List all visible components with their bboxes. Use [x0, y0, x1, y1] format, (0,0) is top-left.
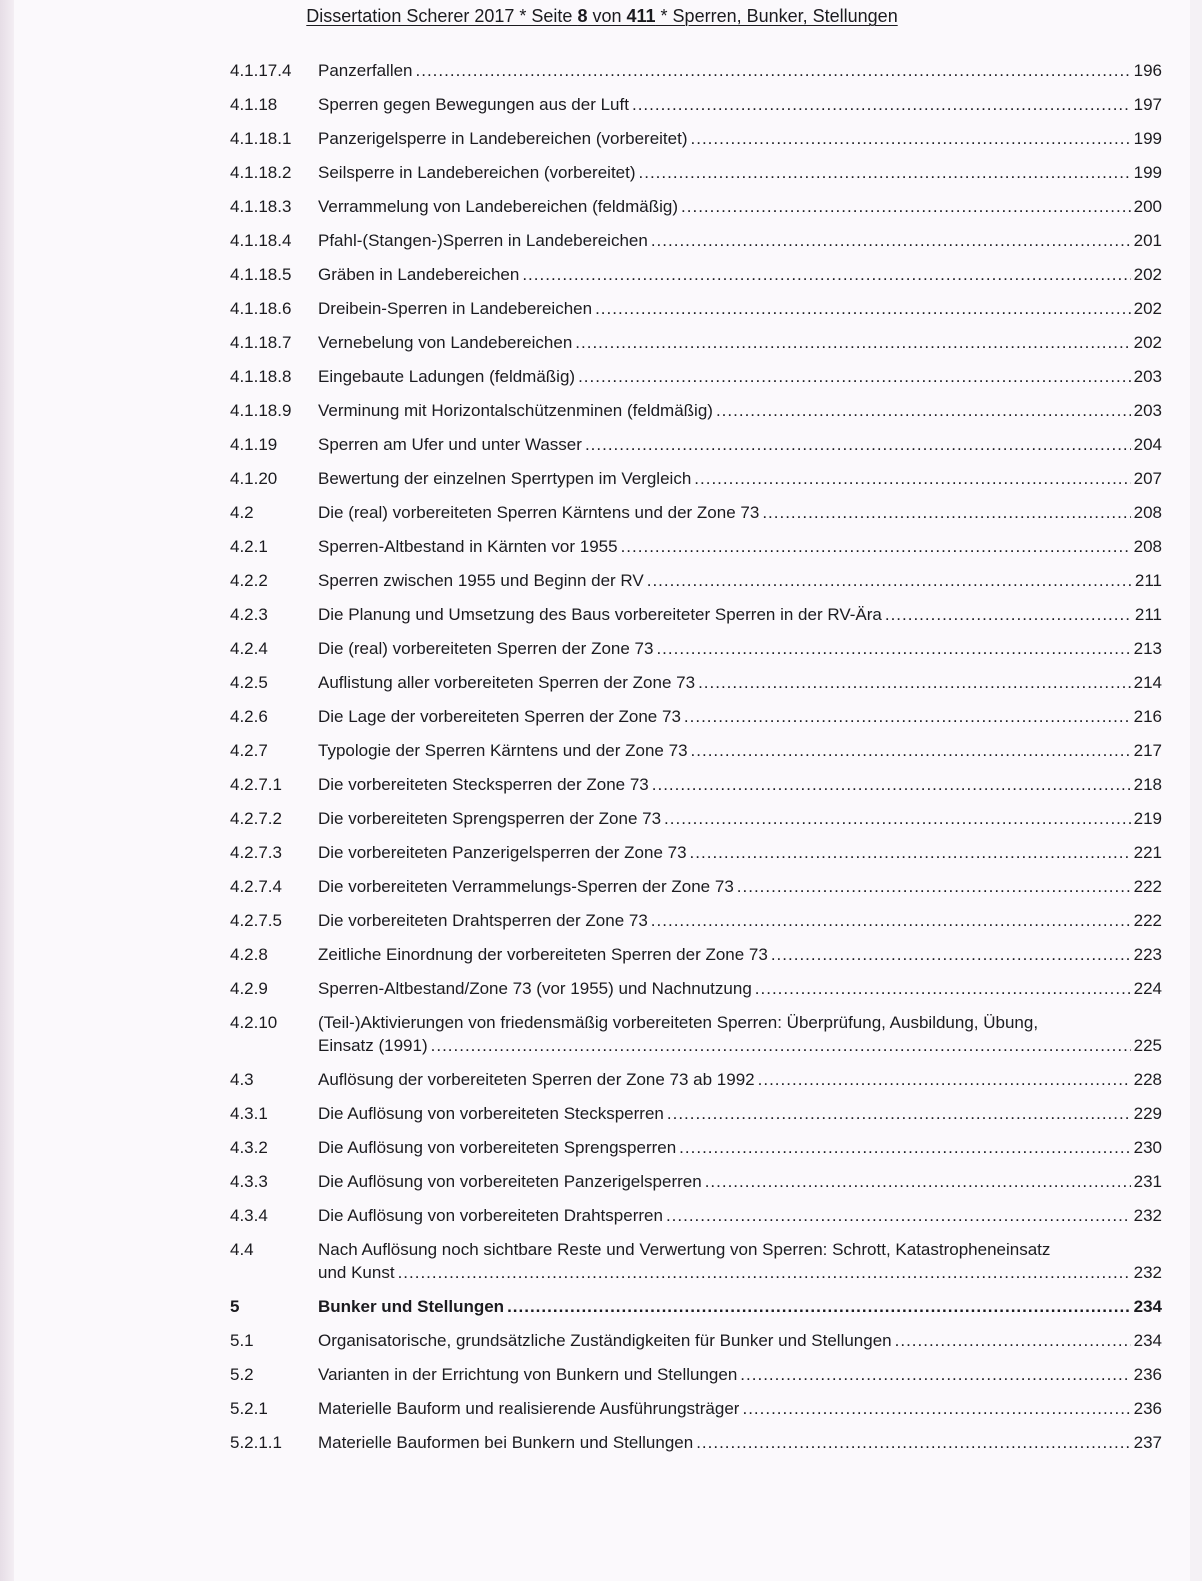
toc-entry-title-continued: Einsatz (1991)	[318, 1036, 428, 1055]
toc-dot-leader	[647, 569, 1132, 592]
toc-entry-number: 4.1.20	[230, 469, 278, 488]
toc-entry-number: 4.1.18.3	[230, 197, 292, 216]
toc-entry-number: 5.2.1.1	[230, 1433, 282, 1452]
toc-entry-number: 4.1.18.5	[230, 265, 292, 284]
toc-entry-number: 4.2.3	[230, 605, 268, 624]
toc-entry-line	[318, 1034, 1162, 1057]
toc-entry-title: Seilsperre in Landebereichen (vorbereitet)	[318, 163, 636, 182]
toc-entry-body	[318, 705, 1162, 728]
table-of-contents	[230, 59, 1162, 1465]
toc-entry-line	[318, 909, 1162, 932]
running-header	[14, 6, 1190, 27]
toc-dot-leader	[684, 705, 1131, 728]
toc-entry-page: 199	[1133, 163, 1162, 182]
toc-entry-title: Sperren am Ufer und unter Wasser	[318, 435, 582, 454]
toc-entry-line	[318, 569, 1162, 592]
toc-entry-body	[318, 773, 1162, 796]
toc-entry-number: 4.2.4	[230, 639, 268, 658]
toc-entry-title: Materielle Bauform und realisierende Ausführungsträger	[318, 1399, 740, 1418]
toc-entry-body	[318, 365, 1162, 388]
toc-dot-leader	[705, 1170, 1131, 1193]
toc-dot-leader	[696, 1431, 1130, 1454]
toc-entry-line	[318, 1261, 1162, 1284]
toc-entry-number: 5.2	[230, 1365, 254, 1384]
toc-dot-leader	[690, 841, 1131, 864]
toc-entry-page: 214	[1133, 673, 1162, 692]
toc-entry-body	[318, 1068, 1162, 1091]
toc-entry[interactable]	[230, 977, 1162, 1000]
toc-dot-leader	[398, 1261, 1131, 1284]
toc-entry-title: Panzerfallen	[318, 61, 413, 80]
toc-entry-title: Die vorbereiteten Stecksperren der Zone 73	[318, 775, 649, 794]
toc-entry-line	[318, 1329, 1162, 1352]
toc-entry[interactable]	[230, 603, 1162, 626]
toc-entry-number: 4.1.18.2	[230, 163, 292, 182]
toc-entry-number: 4.2.5	[230, 673, 268, 692]
toc-dot-leader	[522, 263, 1130, 286]
toc-entry-body	[318, 229, 1162, 252]
toc-dot-leader	[691, 127, 1131, 150]
toc-dot-leader	[758, 1068, 1131, 1091]
toc-entry[interactable]	[230, 1363, 1162, 1386]
toc-entry-title: Materielle Bauformen bei Bunkern und Stellungen	[318, 1433, 694, 1452]
toc-entry-title: Bewertung der einzelnen Sperrtypen im Vergleich	[318, 469, 692, 488]
toc-entry-line	[318, 1397, 1162, 1420]
toc-entry-page: 232	[1133, 1263, 1162, 1282]
toc-dot-leader	[716, 399, 1131, 422]
toc-entry-page: 230	[1133, 1138, 1162, 1157]
toc-entry-number: 4.4	[230, 1240, 254, 1259]
toc-entry[interactable]	[230, 1295, 1162, 1318]
toc-entry-line	[318, 637, 1162, 660]
header-of: von	[587, 6, 627, 26]
toc-entry[interactable]	[230, 365, 1162, 388]
toc-entry[interactable]	[230, 93, 1162, 116]
toc-entry[interactable]	[230, 161, 1162, 184]
toc-entry-body	[318, 1397, 1162, 1420]
toc-entry-line	[318, 1170, 1162, 1193]
toc-dot-leader	[885, 603, 1132, 626]
toc-dot-leader	[507, 1295, 1131, 1318]
toc-dot-leader	[651, 909, 1131, 932]
toc-dot-leader	[667, 1102, 1131, 1125]
toc-entry[interactable]	[230, 1431, 1162, 1454]
toc-entry-number: 4.2.7.1	[230, 775, 282, 794]
toc-dot-leader	[694, 467, 1130, 490]
toc-entry-line	[318, 195, 1162, 218]
toc-entry-title: Die vorbereiteten Drahtsperren der Zone 73	[318, 911, 648, 930]
toc-entry-page: 218	[1133, 775, 1162, 794]
toc-entry-number: 4.2.9	[230, 979, 268, 998]
toc-entry-line	[318, 739, 1162, 762]
toc-entry-page: 224	[1133, 979, 1162, 998]
toc-entry[interactable]	[230, 671, 1162, 694]
toc-entry-number: 4.2.7	[230, 741, 268, 760]
toc-entry-number: 4.1.18.9	[230, 401, 292, 420]
toc-entry-number: 4.2.8	[230, 945, 268, 964]
toc-entry-title: Die Auflösung von vorbereiteten Panzerigelsperren	[318, 1172, 702, 1191]
toc-dot-leader	[632, 93, 1131, 116]
toc-entry-line	[318, 263, 1162, 286]
toc-entry[interactable]	[230, 433, 1162, 456]
toc-entry-number: 4.2.2	[230, 571, 268, 590]
toc-entry-line	[318, 977, 1162, 1000]
header-prefix: Dissertation Scherer 2017 * Seite	[306, 6, 578, 26]
toc-entry-number: 4.3.1	[230, 1104, 268, 1123]
toc-entry[interactable]	[230, 773, 1162, 796]
toc-entry-body	[318, 569, 1162, 592]
toc-entry-body	[318, 1238, 1162, 1284]
toc-entry-body	[318, 1170, 1162, 1193]
toc-dot-leader	[578, 365, 1131, 388]
document-page	[14, 0, 1190, 1581]
toc-entry-title: Vernebelung von Landebereichen	[318, 333, 573, 352]
toc-entry[interactable]	[230, 841, 1162, 864]
toc-entry-line	[318, 127, 1162, 150]
toc-entry-body	[318, 1363, 1162, 1386]
toc-entry-body	[318, 331, 1162, 354]
toc-entry-number: 4.1.18.8	[230, 367, 292, 386]
toc-entry-body	[318, 977, 1162, 1000]
toc-entry-page: 201	[1133, 231, 1162, 250]
toc-entry-page: 197	[1133, 95, 1162, 114]
toc-entry[interactable]	[230, 1397, 1162, 1420]
toc-dot-leader	[666, 1204, 1131, 1227]
toc-entry-body	[318, 841, 1162, 864]
toc-entry[interactable]	[230, 399, 1162, 422]
toc-dot-leader	[431, 1034, 1131, 1057]
toc-dot-leader	[585, 433, 1131, 456]
toc-entry[interactable]	[230, 501, 1162, 524]
toc-entry-page: 236	[1133, 1399, 1162, 1418]
toc-entry-number: 5.2.1	[230, 1399, 268, 1418]
toc-entry-page: 221	[1133, 843, 1162, 862]
toc-entry-line	[318, 1136, 1162, 1159]
toc-dot-leader	[679, 1136, 1130, 1159]
toc-entry-number: 4.2	[230, 503, 254, 522]
toc-entry-title: Auflistung aller vorbereiteten Sperren der Zone 73	[318, 673, 696, 692]
toc-entry-body	[318, 1329, 1162, 1352]
toc-entry[interactable]	[230, 875, 1162, 898]
toc-entry-number: 5.1	[230, 1331, 254, 1350]
toc-entry-body	[318, 807, 1162, 830]
toc-entry[interactable]	[230, 467, 1162, 490]
toc-entry-number: 4.3.2	[230, 1138, 268, 1157]
toc-entry-number: 4.3	[230, 1070, 254, 1089]
toc-entry[interactable]	[230, 1136, 1162, 1159]
toc-dot-leader	[762, 501, 1130, 524]
toc-entry-line	[318, 93, 1162, 116]
toc-dot-leader	[621, 535, 1131, 558]
toc-entry-line	[318, 59, 1162, 82]
toc-dot-leader	[740, 1363, 1130, 1386]
toc-entry-page: 202	[1133, 299, 1162, 318]
toc-dot-leader	[656, 637, 1130, 660]
toc-entry-title: Pfahl-(Stangen-)Sperren in Landebereichen	[318, 231, 648, 250]
toc-entry-page: 219	[1133, 809, 1162, 828]
header-page-number: 8	[577, 6, 588, 26]
toc-entry[interactable]	[230, 1204, 1162, 1227]
toc-entry-number: 4.1.18	[230, 95, 278, 114]
toc-entry-page: 202	[1133, 333, 1162, 352]
toc-entry-line	[318, 399, 1162, 422]
toc-entry[interactable]	[230, 297, 1162, 320]
toc-entry-title: Panzerigelsperre in Landebereichen (vorbereitet)	[318, 129, 688, 148]
toc-entry-line	[318, 331, 1162, 354]
toc-entry[interactable]	[230, 943, 1162, 966]
toc-entry-page: 234	[1133, 1331, 1162, 1350]
toc-entry-page: 229	[1133, 1104, 1162, 1123]
toc-entry-page: 236	[1133, 1365, 1162, 1384]
toc-entry-line	[318, 807, 1162, 830]
toc-entry-title: Verrammelung von Landebereichen (feldmäßig)	[318, 197, 679, 216]
toc-entry-line	[318, 161, 1162, 184]
toc-dot-leader	[575, 331, 1130, 354]
toc-entry[interactable]	[230, 637, 1162, 660]
toc-entry-body	[318, 93, 1162, 116]
toc-entry-page: 237	[1133, 1433, 1162, 1452]
toc-entry-body	[318, 875, 1162, 898]
toc-entry-body	[318, 671, 1162, 694]
toc-entry-body	[318, 739, 1162, 762]
toc-entry-body	[318, 263, 1162, 286]
toc-dot-leader	[737, 875, 1131, 898]
toc-entry-body	[318, 909, 1162, 932]
toc-entry-title: Die vorbereiteten Sprengsperren der Zone 73	[318, 809, 662, 828]
toc-entry-body	[318, 1011, 1162, 1057]
toc-entry-number: 4.2.7.2	[230, 809, 282, 828]
toc-entry[interactable]	[230, 705, 1162, 728]
toc-entry-page: 213	[1133, 639, 1162, 658]
toc-entry-body	[318, 603, 1162, 626]
toc-entry-line	[318, 433, 1162, 456]
toc-entry-body	[318, 1102, 1162, 1125]
toc-dot-leader	[691, 739, 1131, 762]
toc-entry[interactable]	[230, 1011, 1162, 1057]
toc-entry-line	[318, 841, 1162, 864]
toc-entry-number: 4.2.7.4	[230, 877, 282, 896]
toc-entry-line	[318, 365, 1162, 388]
toc-entry[interactable]	[230, 1170, 1162, 1193]
toc-entry-title: Zeitliche Einordnung der vorbereiteten Sperren der Zone 73	[318, 945, 768, 964]
toc-entry-title: Die Lage der vorbereiteten Sperren der Zone 73	[318, 707, 681, 726]
toc-entry[interactable]	[230, 1238, 1162, 1284]
toc-entry-title: Varianten in der Errichtung von Bunkern und Stellungen	[318, 1365, 738, 1384]
toc-entry-line	[318, 467, 1162, 490]
toc-entry-line	[318, 501, 1162, 524]
toc-entry-body	[318, 535, 1162, 558]
toc-entry-title: Gräben in Landebereichen	[318, 265, 520, 284]
toc-entry[interactable]	[230, 909, 1162, 932]
toc-entry-page: 202	[1133, 265, 1162, 284]
toc-entry-line	[318, 1204, 1162, 1227]
toc-entry-title: Die Auflösung von vorbereiteten Sprengsperren	[318, 1138, 677, 1157]
toc-entry-number: 4.1.18.6	[230, 299, 292, 318]
toc-entry-line	[318, 1295, 1162, 1318]
toc-entry-line	[318, 773, 1162, 796]
toc-entry-page: 217	[1133, 741, 1162, 760]
toc-entry-title: Sperren gegen Bewegungen aus der Luft	[318, 95, 629, 114]
toc-dot-leader	[742, 1397, 1130, 1420]
toc-entry-page: 216	[1133, 707, 1162, 726]
toc-entry-number: 4.1.19	[230, 435, 278, 454]
toc-entry-body	[318, 433, 1162, 456]
toc-entry[interactable]	[230, 59, 1162, 82]
toc-entry-page: 223	[1133, 945, 1162, 964]
toc-entry-line	[318, 943, 1162, 966]
toc-entry-number: 4.2.6	[230, 707, 268, 726]
header-line	[306, 6, 897, 26]
toc-entry[interactable]	[230, 1329, 1162, 1352]
toc-entry-page: 204	[1133, 435, 1162, 454]
toc-entry-line	[318, 1363, 1162, 1386]
toc-entry-title: Nach Auflösung noch sichtbare Reste und Verwertung von Sperren: Schrott, Katastropheneinsatz	[318, 1240, 1051, 1259]
toc-entry-title-continued: und Kunst	[318, 1263, 395, 1282]
toc-dot-leader	[755, 977, 1131, 1000]
toc-entry-page: 208	[1133, 503, 1162, 522]
toc-entry-title: Dreibein-Sperren in Landebereichen	[318, 299, 593, 318]
toc-entry-page: 222	[1133, 877, 1162, 896]
toc-entry-line	[318, 1102, 1162, 1125]
toc-entry-page: 222	[1133, 911, 1162, 930]
toc-entry-title: Die vorbereiteten Panzerigelsperren der Zone 73	[318, 843, 687, 862]
toc-entry-number: 4.2.1	[230, 537, 268, 556]
toc-entry-line	[318, 705, 1162, 728]
toc-entry-body	[318, 399, 1162, 422]
toc-entry-line	[318, 1068, 1162, 1091]
toc-entry-title: (Teil-)Aktivierungen von friedensmäßig vorbereiteten Sperren: Überprüfung, Ausbildung, Übung,	[318, 1013, 1039, 1032]
toc-entry-line	[318, 875, 1162, 898]
toc-entry-number: 4.3.4	[230, 1206, 268, 1225]
toc-entry-line	[318, 671, 1162, 694]
toc-entry-title: Bunker und Stellungen	[318, 1297, 505, 1316]
toc-entry-page: 211	[1134, 605, 1162, 624]
toc-entry-title: Sperren zwischen 1955 und Beginn der RV	[318, 571, 644, 590]
toc-entry-page: 208	[1133, 537, 1162, 556]
toc-entry-page: 196	[1133, 61, 1162, 80]
toc-entry[interactable]	[230, 569, 1162, 592]
toc-entry[interactable]	[230, 195, 1162, 218]
toc-dot-leader	[771, 943, 1131, 966]
toc-entry-number: 4.1.18.1	[230, 129, 292, 148]
toc-entry-number: 4.1.18.4	[230, 231, 292, 250]
toc-entry-page: 234	[1133, 1297, 1162, 1316]
toc-entry-title: Die vorbereiteten Verrammelungs-Sperren der Zone 73	[318, 877, 734, 896]
toc-dot-leader	[681, 195, 1131, 218]
toc-entry[interactable]	[230, 535, 1162, 558]
toc-entry-number: 4.3.3	[230, 1172, 268, 1191]
toc-entry-page: 211	[1134, 571, 1162, 590]
toc-entry[interactable]	[230, 229, 1162, 252]
toc-entry-title: Organisatorische, grundsätzliche Zuständigkeiten für Bunker und Stellungen	[318, 1331, 892, 1350]
toc-entry-title: Die Auflösung von vorbereiteten Stecksperren	[318, 1104, 664, 1123]
toc-entry-page: 203	[1133, 401, 1162, 420]
toc-entry-body	[318, 297, 1162, 320]
toc-entry-line	[318, 603, 1162, 626]
toc-entry-page: 200	[1133, 197, 1162, 216]
toc-entry-body	[318, 127, 1162, 150]
toc-entry-line	[318, 229, 1162, 252]
toc-entry[interactable]	[230, 739, 1162, 762]
toc-entry-number: 5	[230, 1297, 240, 1316]
toc-entry[interactable]	[230, 263, 1162, 286]
toc-entry-page: 199	[1133, 129, 1162, 148]
toc-entry-body	[318, 161, 1162, 184]
toc-entry[interactable]	[230, 1102, 1162, 1125]
toc-entry-line	[318, 297, 1162, 320]
toc-entry-number: 4.1.18.7	[230, 333, 292, 352]
toc-entry-body	[318, 1204, 1162, 1227]
toc-dot-leader	[595, 297, 1131, 320]
toc-entry-title: Auflösung der vorbereiteten Sperren der Zone 73 ab 1992	[318, 1070, 755, 1089]
toc-entry-title: Typologie der Sperren Kärntens und der Zone 73	[318, 741, 688, 760]
toc-dot-leader	[416, 59, 1131, 82]
toc-entry-title: Sperren-Altbestand/Zone 73 (vor 1955) und Nachnutzung	[318, 979, 752, 998]
toc-entry-page: 228	[1133, 1070, 1162, 1089]
toc-entry-title: Die (real) vorbereiteten Sperren der Zone 73	[318, 639, 654, 658]
toc-entry-body	[318, 1295, 1162, 1318]
toc-entry-number: 4.2.7.5	[230, 911, 282, 930]
toc-entry-number: 4.2.7.3	[230, 843, 282, 862]
toc-dot-leader	[698, 671, 1131, 694]
toc-entry-title: Eingebaute Ladungen (feldmäßig)	[318, 367, 576, 386]
toc-entry[interactable]	[230, 127, 1162, 150]
toc-entry-page: 232	[1133, 1206, 1162, 1225]
toc-entry-body	[318, 637, 1162, 660]
toc-dot-leader	[639, 161, 1131, 184]
toc-entry-title: Die (real) vorbereiteten Sperren Kärntens und der Zone 73	[318, 503, 760, 522]
toc-dot-leader	[664, 807, 1131, 830]
toc-entry-line	[318, 535, 1162, 558]
toc-entry-body	[318, 943, 1162, 966]
toc-entry[interactable]	[230, 807, 1162, 830]
toc-entry-title: Sperren-Altbestand in Kärnten vor 1955	[318, 537, 618, 556]
toc-dot-leader	[895, 1329, 1131, 1352]
toc-entry-body	[318, 1136, 1162, 1159]
header-suffix: * Sperren, Bunker, Stellungen	[655, 6, 898, 26]
toc-entry-body	[318, 501, 1162, 524]
toc-dot-leader	[651, 229, 1131, 252]
toc-entry-title: Verminung mit Horizontalschützenminen (feldmäßig)	[318, 401, 713, 420]
toc-entry[interactable]	[230, 331, 1162, 354]
toc-entry[interactable]	[230, 1068, 1162, 1091]
toc-entry-body	[318, 1431, 1162, 1454]
toc-entry-body	[318, 59, 1162, 82]
toc-entry-number: 4.2.10	[230, 1013, 278, 1032]
toc-dot-leader	[652, 773, 1131, 796]
toc-entry-page: 231	[1133, 1172, 1162, 1191]
toc-entry-body	[318, 195, 1162, 218]
toc-entry-line	[318, 1431, 1162, 1454]
toc-entry-page: 203	[1133, 367, 1162, 386]
toc-entry-title: Die Auflösung von vorbereiteten Drahtsperren	[318, 1206, 663, 1225]
toc-entry-number: 4.1.17.4	[230, 61, 292, 80]
header-total-pages: 411	[626, 6, 656, 26]
toc-entry-page: 207	[1133, 469, 1162, 488]
toc-entry-page: 225	[1133, 1036, 1162, 1055]
toc-entry-body	[318, 467, 1162, 490]
toc-entry-title: Die Planung und Umsetzung des Baus vorbereiteter Sperren in der RV-Ära	[318, 605, 882, 624]
